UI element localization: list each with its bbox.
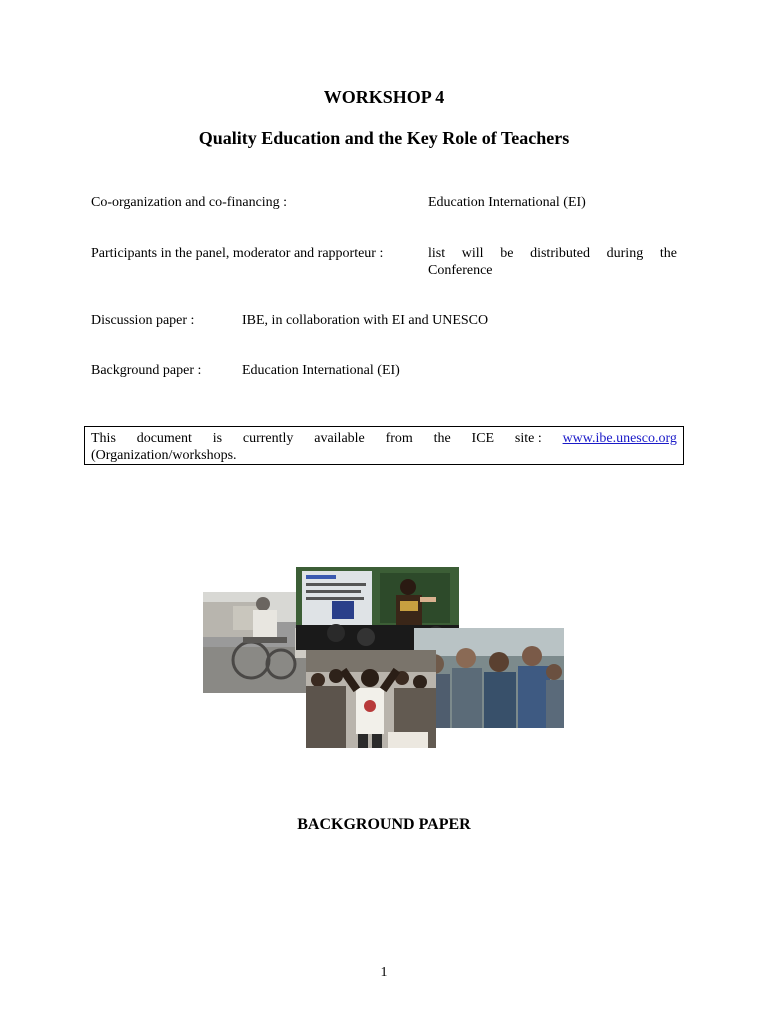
notice-word: currently xyxy=(242,431,294,446)
participants-label: Participants in the panel, moderator and rapporteur : xyxy=(91,246,384,261)
participants-word: be xyxy=(500,246,514,261)
discussion-paper-label: Discussion paper : xyxy=(91,313,195,328)
notice-word: is xyxy=(212,431,223,446)
crowd-photo-icon xyxy=(306,650,436,748)
ibe-unesco-link[interactable]: www.ibe.unesco.org xyxy=(562,431,677,446)
notice-word: This xyxy=(91,431,116,446)
participants-word: list xyxy=(428,246,446,261)
document-subtitle: Quality Education and the Key Role of Teachers xyxy=(198,128,570,148)
workshop-title: WORKSHOP 4 xyxy=(323,87,445,107)
co-organization-label: Co-organization and co-financing : xyxy=(91,195,288,210)
participants-word: distributed xyxy=(530,246,590,261)
participants-word: will xyxy=(461,246,484,261)
students-photo-icon xyxy=(414,628,564,728)
participants-value-line2: Conference xyxy=(428,263,493,278)
background-paper-label: Background paper : xyxy=(91,363,202,378)
discussion-paper-value: IBE, in collaboration with EI and UNESCO xyxy=(242,313,489,328)
availability-notice-line2: (Organization/workshops. xyxy=(91,448,237,463)
notice-word: ICE xyxy=(471,431,495,446)
notice-word: from xyxy=(385,431,413,446)
participants-word: the xyxy=(659,246,677,261)
background-paper-heading: BACKGROUND PAPER xyxy=(297,816,471,833)
participants-word: during xyxy=(606,246,644,261)
notice-word: site : xyxy=(514,431,542,446)
notice-word: available xyxy=(314,431,365,446)
availability-notice-line1 xyxy=(91,430,677,447)
page-number: 1 xyxy=(380,965,388,980)
background-paper-value: Education International (EI) xyxy=(242,363,400,378)
notice-word: the xyxy=(433,431,451,446)
participants-value-line1 xyxy=(428,245,677,262)
notice-word: document xyxy=(136,431,192,446)
co-organization-value: Education International (EI) xyxy=(428,195,586,210)
